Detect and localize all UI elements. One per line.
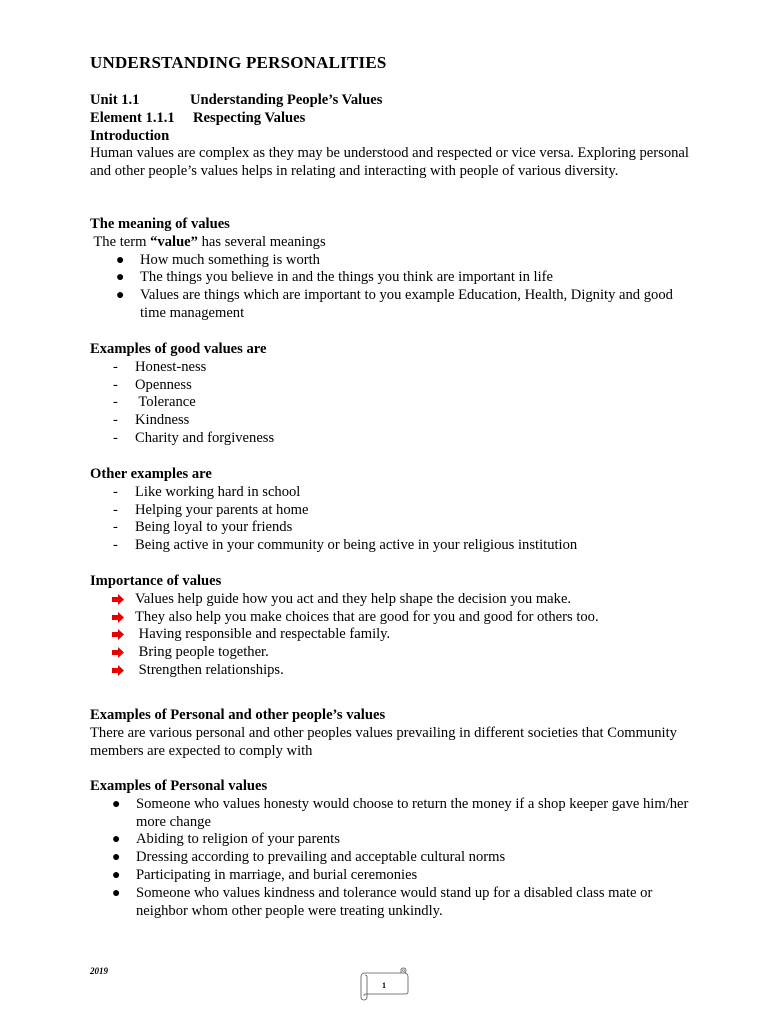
document-title: UNDERSTANDING PERSONALITIES (90, 53, 387, 72)
personal-values-list (90, 796, 690, 921)
element-number: Element 1.1.1 (90, 109, 175, 126)
list-item: Values help guide how you act and they help shape the decision you make. (90, 591, 690, 609)
introduction-heading: Introduction (90, 127, 170, 144)
other-examples-heading: Other examples are (90, 466, 212, 482)
list-item: ● Someone who values honesty would choose to return the money if a shop keeper gave him/her more change (112, 795, 689, 830)
list-item: - Honest-ness (113, 358, 207, 375)
red-arrow-icon (112, 629, 124, 640)
dash-marker: - (113, 429, 118, 446)
list-item: Strengthen relationships. (90, 662, 690, 680)
bullet-dot-icon: ● (112, 885, 121, 901)
other-examples-section (90, 466, 690, 555)
dash-marker: - (113, 358, 118, 375)
bullet-dot-icon: ● (112, 832, 121, 848)
bullet-dot-icon: ● (112, 796, 121, 812)
good-values-list (90, 359, 690, 448)
introduction-text: Human values are complex as they may be understood and respected or vice versa. Exploring personal and other people’s values helps in relating and interacting with people of various diversity. (90, 145, 689, 179)
page-number: 1 (382, 981, 386, 990)
list-item: They also help you make choices that are good for you and good for others too. (90, 609, 690, 627)
importance-section (90, 573, 690, 680)
unit-name: Understanding People’s Values (190, 92, 383, 108)
meaning-intro: The term “value” has several meanings (90, 233, 326, 250)
other-examples-list (90, 484, 690, 555)
dash-marker: - (113, 537, 118, 554)
meaning-list (90, 252, 690, 323)
list-item: ● Abiding to religion of your parents (112, 831, 340, 848)
list-item: - Being loyal to your friends (113, 519, 293, 536)
unit-heading (90, 92, 690, 145)
personal-other-text: There are various personal and other peoples values prevailing in different societies that Community members are expected to comply with (90, 724, 677, 759)
element-name: Respecting Values (193, 109, 306, 126)
good-values-section (90, 341, 690, 448)
value-term: “value” (150, 233, 198, 250)
list-item: - Charity and forgiveness (113, 429, 275, 446)
list-item: - Being active in your community or being active in your religious institution (113, 537, 578, 554)
importance-heading: Importance of values (90, 573, 222, 589)
red-arrow-icon (112, 612, 124, 623)
list-item: ● The things you believe in and the things you think are important in life (116, 269, 554, 286)
list-item: Bring people together. (90, 644, 690, 662)
importance-list (90, 591, 690, 680)
list-item: - Openness (113, 376, 192, 393)
red-arrow-icon (112, 665, 124, 676)
meaning-section (90, 216, 690, 323)
bullet-dot-icon: ● (116, 252, 125, 268)
dash-marker: - (113, 519, 118, 536)
personal-other-heading: Examples of Personal and other people’s values (90, 707, 386, 723)
good-values-heading: Examples of good values are (90, 341, 267, 357)
bullet-dot-icon: ● (116, 288, 125, 304)
bullet-dot-icon: ● (116, 270, 125, 286)
introduction-section (90, 145, 690, 181)
dash-marker: - (113, 412, 118, 429)
red-arrow-icon (112, 594, 124, 605)
list-item: ● Someone who values kindness and tolerance would stand up for a disabled class mate or neighbor whom other people were treating unkindly. (112, 884, 653, 919)
personal-values-heading: Examples of Personal values (90, 778, 268, 794)
dash-marker: - (113, 483, 118, 500)
list-item: - Helping your parents at home (113, 501, 309, 518)
bullet-dot-icon: ● (112, 867, 121, 883)
dash-marker: - (113, 376, 118, 393)
list-item: ● How much something is worth (116, 251, 320, 268)
bullet-dot-icon: ● (112, 850, 121, 866)
red-arrow-icon (112, 647, 124, 658)
meaning-heading: The meaning of values (90, 216, 230, 232)
dash-marker: - (113, 501, 118, 518)
list-item: Having responsible and respectable family. (90, 626, 690, 644)
unit-number: Unit 1.1 (90, 92, 140, 108)
list-item: ● Values are things which are important to you example Education, Health, Dignity and good time management (116, 287, 673, 321)
dash-marker: - (113, 394, 118, 411)
list-item: - Like working hard in school (113, 483, 301, 500)
list-item: ● Dressing according to prevailing and acceptable cultural norms (112, 849, 506, 866)
personal-values-section (90, 778, 690, 920)
list-item: - Tolerance (113, 394, 196, 411)
list-item: - Kindness (113, 412, 190, 429)
footer-year: 2019 (90, 966, 108, 976)
personal-other-section (90, 707, 690, 760)
list-item: ● Participating in marriage, and burial ceremonies (112, 866, 418, 883)
